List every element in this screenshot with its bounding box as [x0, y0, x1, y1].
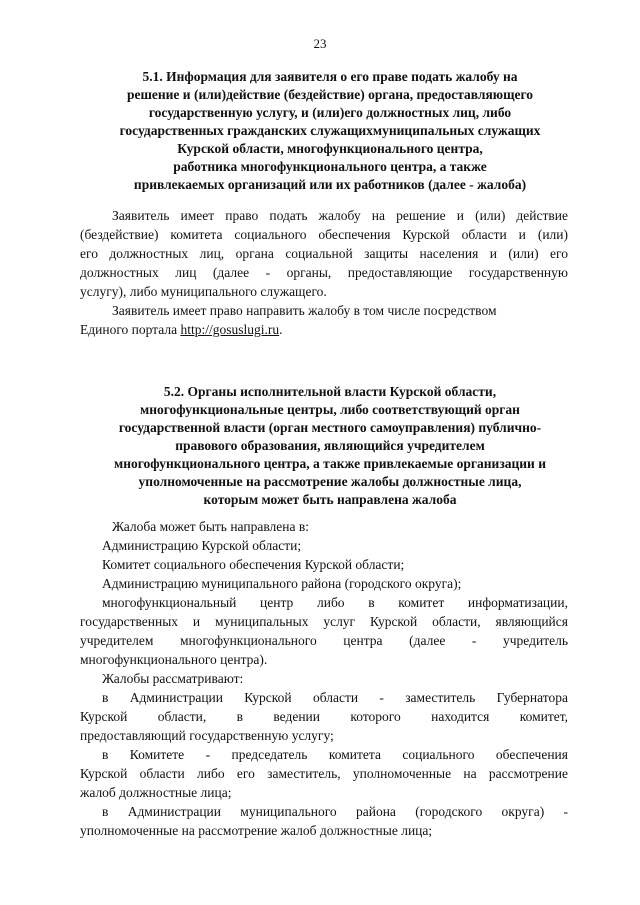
text-line: должностных лиц (далее - органы, предоставляющие государственную: [80, 265, 568, 280]
text-line: Заявитель имеет право подать жалобу на решение и (или) действие: [112, 208, 568, 223]
heading-line: 5.1. Информация для заявителя о его праве подать жалобу на: [142, 69, 518, 84]
text-line: Курской области, в ведении которого находится комитет,: [80, 709, 568, 724]
heading-line: привлекаемых организаций или их работников (далее - жалоба): [133, 177, 527, 192]
heading-line: Курской области, многофункционального центра,: [177, 141, 483, 156]
heading-line: правового образования, являющийся учредителем: [175, 438, 485, 453]
text-line: Администрацию Курской области;: [102, 538, 302, 553]
text-line: жалоб должностные лица;: [80, 785, 232, 800]
text-line: (бездействие) комитета социального обеспечения Курской области и (или): [80, 227, 568, 242]
text-line: в Администрации Курской области - заместитель Губернатора: [102, 690, 568, 705]
heading-line: государственных гражданских служащихмуниципальных служащих: [119, 123, 541, 138]
text-line: [80, 320, 568, 339]
text-line: Комитет социального обеспечения Курской области;: [102, 557, 405, 572]
heading-line: 5.2. Органы исполнительной власти Курской области,: [163, 384, 497, 399]
section-5-2-body: [80, 517, 568, 840]
text-line: уполномоченные на рассмотрение жалоб должностные лица;: [80, 823, 433, 838]
text-line: в Комитете - председатель комитета социального обеспечения: [102, 747, 568, 762]
portal-prefix-text: Единого портала: [80, 322, 181, 337]
section-5-2-heading: [80, 383, 580, 509]
text-line: многофункциональный центр либо в комитет информатизации,: [102, 595, 568, 610]
heading-line: работника многофункционального центра, а также: [173, 159, 487, 174]
text-line: предоставляющий государственную услугу;: [80, 728, 334, 743]
page-number: 23: [313, 36, 327, 51]
gosuslugi-link[interactable]: http://gosuslugi.ru: [180, 322, 280, 337]
section-5-1-paragraph-1: [80, 206, 568, 301]
text-line: услугу), либо муниципального служащего.: [80, 284, 327, 299]
heading-line: государственную услугу, и (или)его должностных лиц, либо: [148, 105, 512, 120]
text-line: государственных и муниципальных услуг Курской области, являющийся: [80, 614, 568, 629]
text-line: Заявитель имеет право направить жалобу в том числе посредством: [112, 303, 497, 318]
text-line: Жалоба может быть направлена в:: [112, 519, 309, 534]
text-line: Курской области либо его заместитель, уполномоченные на рассмотрение: [80, 766, 568, 781]
section-5-1-paragraph-2: [80, 301, 568, 339]
text-line: Жалобы рассматривают:: [102, 671, 244, 686]
text-line: учредителем многофункционального центра (далее - учредитель: [80, 633, 568, 648]
heading-line: которым может быть направлена жалоба: [203, 492, 457, 507]
text-line: в Администрации муниципального района (городского округа) -: [102, 804, 568, 819]
heading-line: многофункционального центра, а также привлекаемые организации и: [114, 456, 546, 471]
text-line: многофункционального центра).: [80, 652, 268, 667]
section-5-1-heading: [80, 68, 580, 194]
portal-suffix-text: .: [279, 322, 283, 337]
heading-line: многофункциональные центры, либо соответствующий орган: [140, 402, 520, 417]
heading-line: решение и (или)действие (бездействие) органа, предоставляющего: [126, 87, 533, 102]
heading-line: уполномоченные на рассмотрение жалобы должностные лица,: [138, 474, 522, 489]
text-line: Администрацию муниципального района (городского округа);: [102, 576, 462, 591]
heading-line: государственной власти (орган местного самоуправления) публично-: [118, 420, 542, 435]
text-line: его должностных лиц, органа социальной защиты населения и (или) его: [80, 246, 568, 261]
